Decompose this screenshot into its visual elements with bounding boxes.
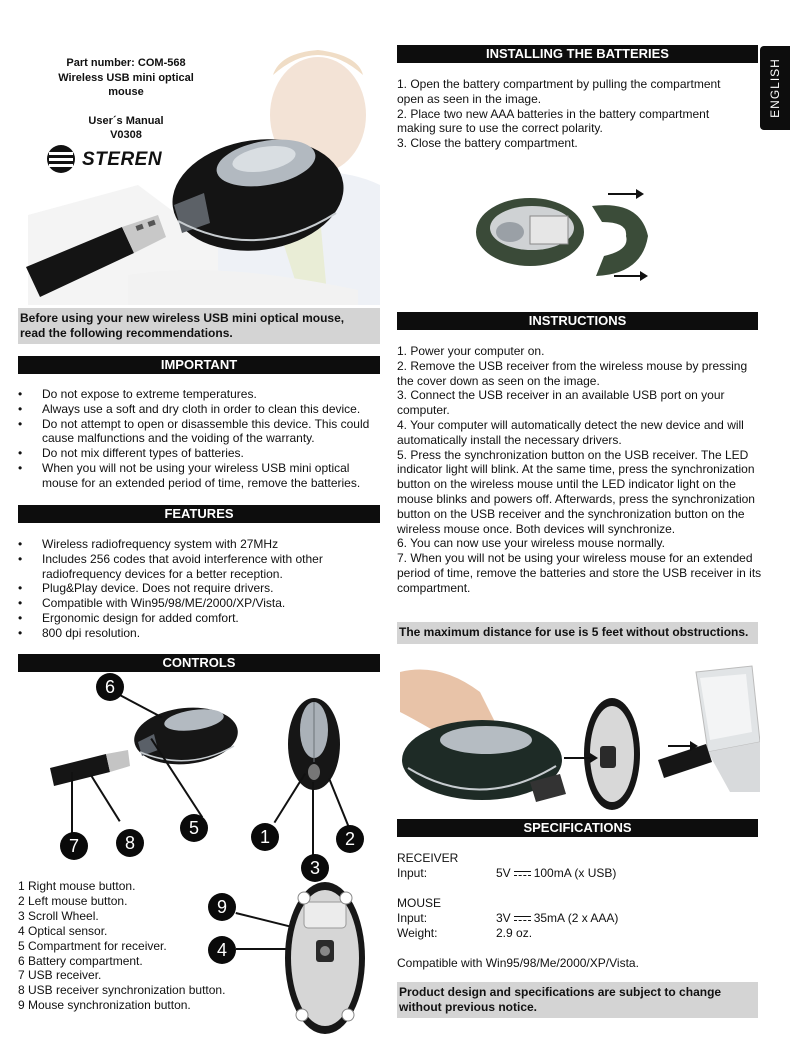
callout-leader bbox=[72, 772, 74, 834]
weight-value: 2.9 oz. bbox=[496, 926, 533, 940]
notice-box bbox=[397, 982, 758, 1018]
features-list bbox=[18, 537, 348, 641]
max-distance-box bbox=[397, 622, 758, 644]
important-item: • Always use a soft and dry cloth in order to clean this device. bbox=[18, 402, 382, 417]
control-item: 4 Optical sensor. bbox=[18, 923, 108, 938]
dc-symbol-icon bbox=[514, 916, 531, 922]
battery-step: 3. Close the battery compartment. bbox=[397, 136, 578, 151]
callout-9: 9 bbox=[208, 893, 236, 921]
feature-item: • Ergonomic design for added comfort. bbox=[18, 611, 348, 626]
recommendation-line2: read the following recommendations. bbox=[20, 326, 233, 340]
callout-7: 7 bbox=[60, 832, 88, 860]
battery-compartment-image bbox=[470, 180, 660, 290]
important-item: • Do not attempt to open or disassemble this device. This could cause malfunctions and the voiding of the warranty. bbox=[18, 417, 382, 447]
recommendation-line1: Before using your new wireless USB mini optical mouse, bbox=[20, 311, 345, 325]
control-item: 2 Left mouse button. bbox=[18, 893, 128, 908]
callout-2: 2 bbox=[336, 825, 364, 853]
callout-leader bbox=[313, 782, 315, 856]
instruction-step: 5. Press the synchronization button on the USB receiver. The LED indicator light will blink. At the same time, press the synchronization button on the wireless mouse until the LED indicator light on the mouse blinks and powers off. Afterwards, press the synchronization button on the USB receiver and the synchronization button on the wireless mouse once. Both devices will synchronize. bbox=[397, 447, 755, 536]
manual-version: V0308 bbox=[110, 129, 142, 141]
specifications-block bbox=[397, 851, 758, 971]
receiver-input-label: Input: bbox=[397, 866, 428, 880]
instruction-step: 7. When you will not be using your wireless mouse for an extended period of time, remove the batteries and store the USB receiver in its compartment. bbox=[397, 551, 762, 595]
instruction-step: 6. You can now use your wireless mouse normally. bbox=[397, 536, 665, 551]
callout-8: 8 bbox=[116, 829, 144, 857]
feature-item: • Wireless radiofrequency system with 27MHz bbox=[18, 537, 348, 552]
notice-line2: without previous notice. bbox=[399, 1000, 538, 1014]
instructions-header: INSTRUCTIONS bbox=[397, 312, 758, 330]
control-item: 1 Right mouse button. bbox=[18, 879, 136, 893]
max-distance-text: The maximum distance for use is 5 feet without obstructions. bbox=[399, 625, 749, 639]
control-item: 6 Battery compartment. bbox=[18, 953, 143, 968]
batteries-steps bbox=[397, 77, 737, 151]
receiver-input-voltage: 5V bbox=[496, 866, 511, 880]
instruction-step: 1. Power your computer on. bbox=[397, 344, 545, 358]
controls-header: CONTROLS bbox=[18, 654, 380, 672]
product-name-line2: mouse bbox=[108, 86, 144, 98]
important-item: • Do not expose to extreme temperatures. bbox=[18, 387, 382, 402]
battery-step: 1. Open the battery compartment by pulling the compartment open as seen in the image. bbox=[397, 77, 721, 106]
important-item: • Do not mix different types of batteries. bbox=[18, 446, 382, 461]
instruction-step: 3. Connect the USB receiver in an available USB port on your computer. bbox=[397, 388, 725, 418]
callout-3: 3 bbox=[301, 854, 329, 882]
mouse-heading: MOUSE bbox=[397, 896, 442, 910]
receiver-input-value bbox=[496, 866, 616, 881]
mouse-input-value bbox=[496, 911, 618, 926]
mouse-bottom-image bbox=[282, 880, 368, 1036]
mouse-input-voltage: 3V bbox=[496, 911, 511, 925]
feature-item: • Includes 256 codes that avoid interference with other radiofrequency devices for a better reception. bbox=[18, 552, 348, 582]
instruction-step: 2. Remove the USB receiver from the wireless mouse by pressing the cover down as seen on the image. bbox=[397, 358, 748, 388]
instruction-step: 4. Your computer will automatically detect the new device and will automatically install the necessary drivers. bbox=[397, 417, 744, 447]
manual-title: User´s Manual bbox=[88, 114, 164, 127]
weight-label: Weight: bbox=[397, 926, 438, 940]
feature-item: • Compatible with Win95/98/ME/2000/XP/Vista. bbox=[18, 596, 348, 611]
product-name-line1: Wireless USB mini optical bbox=[58, 71, 194, 84]
control-item: 9 Mouse synchronization button. bbox=[18, 998, 191, 1013]
feature-item: • 800 dpi resolution. bbox=[18, 626, 348, 641]
batteries-header: INSTALLING THE BATTERIES bbox=[397, 45, 758, 63]
callout-4: 4 bbox=[208, 936, 236, 964]
receiver-input-current: 100mA (x USB) bbox=[533, 866, 617, 880]
callout-1: 1 bbox=[251, 823, 279, 851]
control-item: 8 USB receiver synchronization button. bbox=[18, 983, 226, 998]
receiver-removal-image bbox=[400, 662, 760, 814]
features-header: FEATURES bbox=[18, 505, 380, 523]
steren-logo bbox=[46, 144, 166, 176]
control-item: 5 Compartment for receiver. bbox=[18, 938, 167, 953]
compatibility-text: Compatible with Win95/98/Me/2000/XP/Vista. bbox=[397, 956, 639, 970]
controls-legend bbox=[18, 879, 258, 1013]
receiver-heading: RECEIVER bbox=[397, 851, 459, 865]
control-item: 3 Scroll Wheel. bbox=[18, 908, 99, 923]
instructions-steps bbox=[397, 344, 762, 596]
language-label: ENGLISH bbox=[768, 58, 782, 118]
specifications-header: SPECIFICATIONS bbox=[397, 819, 758, 837]
callout-5: 5 bbox=[180, 814, 208, 842]
brand-name: STEREN bbox=[82, 149, 163, 170]
important-header: IMPORTANT bbox=[18, 356, 380, 374]
language-tab bbox=[760, 46, 790, 130]
feature-item: • Plug&Play device. Does not require drivers. bbox=[18, 581, 348, 596]
notice-line1: Product design and specifications are subject to change bbox=[399, 985, 722, 999]
mouse-input-current: 35mA (2 x AAA) bbox=[533, 911, 619, 925]
dc-symbol-icon bbox=[514, 871, 531, 877]
battery-step: 2. Place two new AAA batteries in the battery compartment making sure to use the correct polarity. bbox=[397, 106, 710, 136]
part-number: Part number: COM-568 bbox=[66, 57, 186, 69]
important-item: • When you will not be using your wireless USB mini optical mouse for an extended period of time, remove the batteries. bbox=[18, 461, 382, 491]
important-list bbox=[18, 387, 382, 491]
mouse-input-label: Input: bbox=[397, 911, 428, 925]
recommendation-box bbox=[18, 308, 380, 344]
control-item: 7 USB receiver. bbox=[18, 968, 102, 983]
callout-6: 6 bbox=[96, 673, 124, 701]
